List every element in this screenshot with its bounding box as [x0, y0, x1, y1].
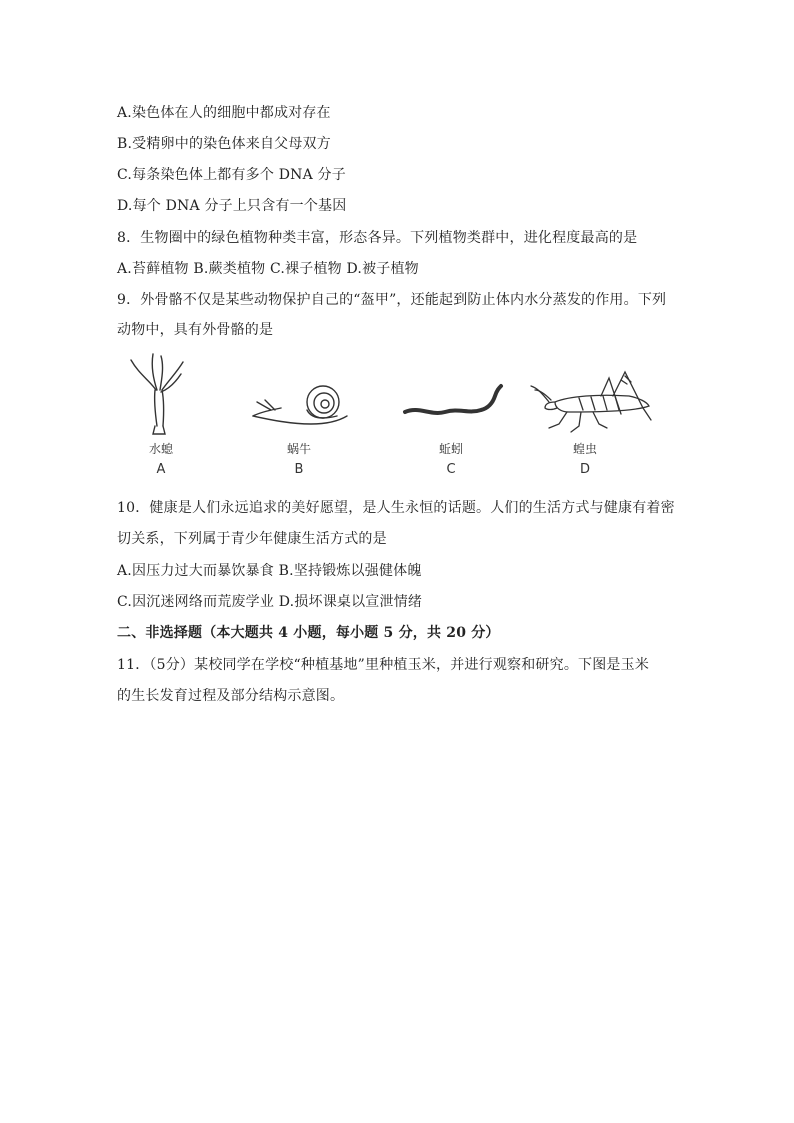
- letter-c: C: [446, 462, 456, 477]
- q10-options-line1: A.因压力过大而暴饮暴食 B.坚持锻炼以强健体魄: [117, 563, 422, 579]
- animal-b: [251, 350, 391, 480]
- snail-icon: [251, 350, 391, 480]
- animal-d: [529, 350, 669, 480]
- section-heading: 二、非选择题（本大题共 4 小题，每小题 5 分，共 20 分）: [117, 625, 500, 641]
- caption-c: 蚯蚓: [438, 442, 463, 456]
- q11-stem-line1: 11．（5分）某校同学在学校“种植基地”里种植玉米，并进行观察和研究。下图是玉米: [117, 657, 650, 673]
- earthworm-icon: [399, 350, 539, 480]
- q7-option-d: D.每个 DNA 分子上只含有一个基因: [117, 198, 347, 214]
- letter-a: A: [156, 462, 166, 477]
- letter-d: D: [579, 462, 590, 477]
- q8-stem: 8．生物圈中的绿色植物种类丰富，形态各异。下列植物类群中，进化程度最高的是: [117, 230, 638, 246]
- q10-options-line2: C.因沉迷网络而荒废学业 D.损坏课桌以宣泄情绪: [117, 594, 423, 610]
- hydra-icon: [117, 350, 257, 480]
- q8-options: A.苔藓植物 B.蕨类植物 C.裸子植物 D.被子植物: [117, 261, 419, 277]
- q9-stem-line1: 9．外骨骼不仅是某些动物保护自己的“盔甲”，还能起到防止体内水分蒸发的作用。下列: [117, 292, 667, 308]
- grasshopper-icon: [529, 350, 677, 480]
- caption-d: 蝗虫: [572, 442, 597, 456]
- q10-stem-line2: 切关系，下列属于青少年健康生活方式的是: [117, 531, 387, 547]
- caption-b: 蜗牛: [286, 442, 311, 456]
- q11-stem-line2: 的生长发育过程及部分结构示意图。: [117, 688, 345, 704]
- letter-b: B: [294, 462, 304, 477]
- animal-a: [117, 350, 257, 480]
- q7-option-c: C.每条染色体上都有多个 DNA 分子: [117, 167, 346, 183]
- q9-animal-figure: [117, 350, 677, 480]
- q7-option-a: A.染色体在人的细胞中都成对存在: [117, 105, 331, 121]
- caption-a: 水螅: [148, 442, 173, 456]
- q10-stem-line1: 10．健康是人们永远追求的美好愿望，是人生永恒的话题。人们的生活方式与健康有着密: [117, 500, 675, 516]
- animal-c: [399, 350, 539, 480]
- q9-stem-line2: 动物中，具有外骨骼的是: [117, 322, 274, 338]
- q7-option-b: B.受精卵中的染色体来自父母双方: [117, 136, 331, 152]
